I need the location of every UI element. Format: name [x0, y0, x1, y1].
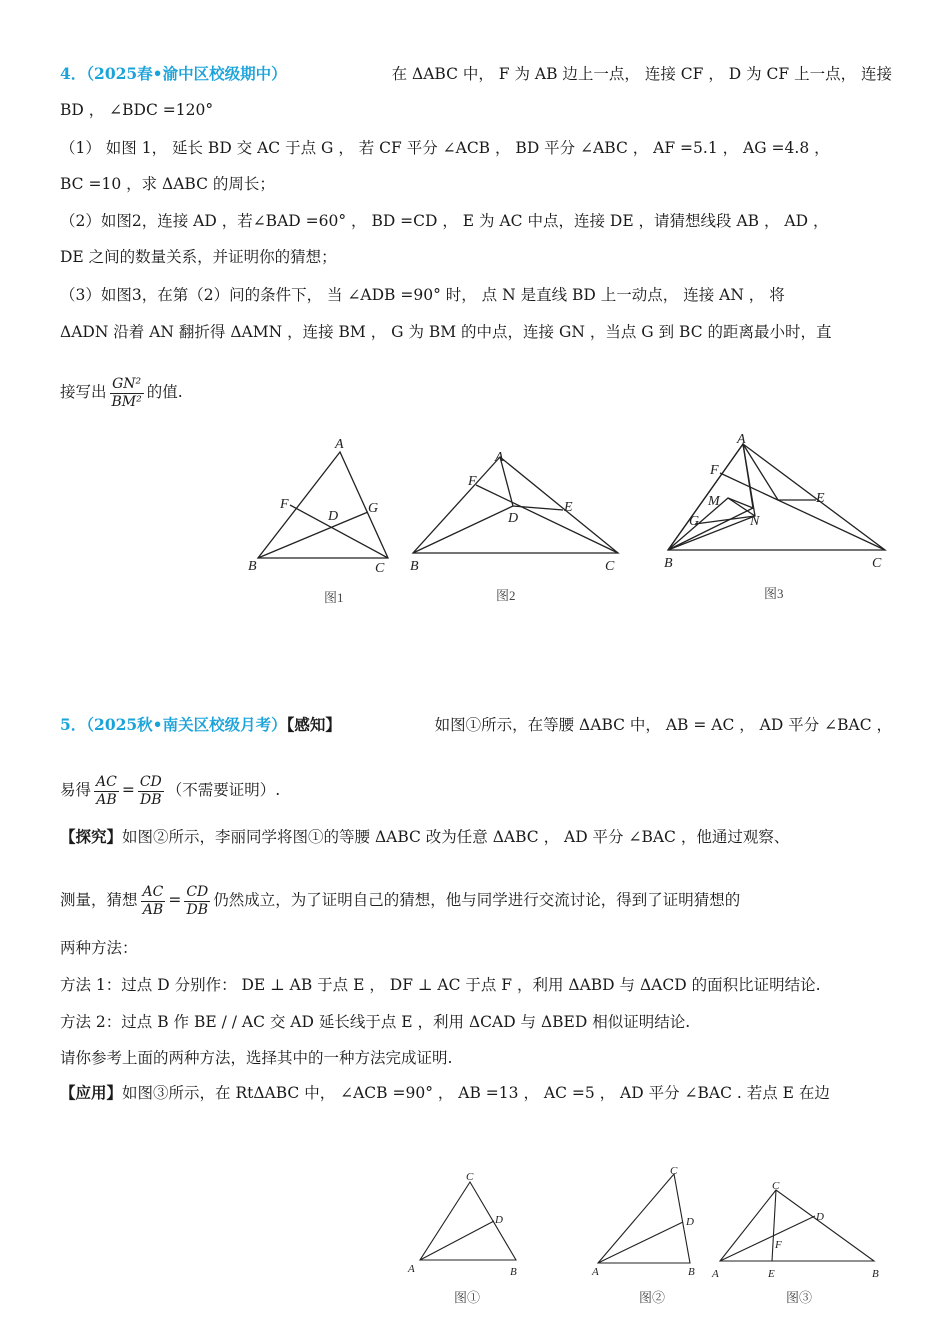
q4-fig3-label-e: E — [816, 491, 825, 506]
q4-fig3-label-g: G — [689, 514, 700, 529]
q5-fig3-label-e: E — [768, 1268, 775, 1280]
q4-fig2-label-e: E — [564, 500, 573, 515]
q4-fig1-label-c: C — [375, 561, 385, 576]
q5-fig3-label-a: A — [712, 1268, 719, 1280]
q4-fraction — [110, 376, 144, 411]
q4-fig3-label-n: N — [750, 514, 760, 529]
q4-part3-c-pre: 接写出 — [60, 383, 107, 401]
q5-fraction2-num: CD — [139, 773, 162, 790]
q4-fig1-label-f: F — [280, 497, 289, 512]
q5-method-2: 方法 2：过点 B 作 BE / / AC 交 AD 延长线于点 E ，利用 ΔCAD 与 ΔBED 相似证明结论. — [60, 1013, 691, 1031]
q5-figures — [400, 1160, 900, 1310]
q4-figures — [240, 430, 900, 620]
q4-fig1-label-b: B — [248, 559, 257, 574]
q5-fig3-label-b: B — [872, 1268, 879, 1280]
q5-measure-line — [60, 880, 892, 920]
q5-measure-fraction-ac-ab — [141, 884, 166, 919]
q4-fig3-label-a: A — [737, 432, 746, 447]
q5-choose: 请你参考上面的两种方法，选择其中的一种方法完成证明. — [60, 1049, 453, 1067]
q4-fig3-segment-bd — [668, 508, 753, 550]
q4-stem-b: BD ， ∠BDC =120° — [60, 101, 214, 119]
q5-caption-fig2: 图② — [639, 1290, 666, 1305]
q5-fig1-label-d: D — [495, 1214, 503, 1226]
q4-caption-fig2: 图2 — [496, 588, 516, 603]
q5-measure-fraction2-num: CD — [186, 883, 209, 900]
q5-measure-fraction2-den: DB — [186, 901, 209, 918]
q4-fig2-label-b: B — [410, 559, 419, 574]
q5-measure-fraction-cd-db — [184, 884, 210, 919]
q4-part3-c-post: 的值. — [146, 383, 183, 401]
q4-fig2-label-c: C — [605, 559, 615, 574]
q4-fig2-label-d: D — [508, 511, 519, 526]
q4-fig2-label-f: F — [468, 474, 477, 489]
q5-fig3-label-d: D — [816, 1211, 824, 1223]
q4-caption-fig1: 图1 — [324, 590, 344, 605]
q5-measure-pre: 测量，猜想 — [60, 891, 138, 909]
q4-fig1-segment-bg — [258, 512, 368, 558]
q5-fig2-triangle — [598, 1174, 690, 1263]
q4-fig3-label-f: F — [710, 463, 719, 478]
q4-fig3-label-b: B — [664, 556, 673, 571]
q4-part1-b: BC =10 ，求 ΔABC 的周长； — [60, 175, 275, 193]
q5-easy-post: （不需要证明）. — [166, 781, 281, 799]
q5-measure-fraction1-num: AC — [142, 883, 164, 900]
q5-fig2-label-a: A — [592, 1266, 599, 1278]
q5-fig3-label-f: F — [775, 1239, 782, 1251]
q4-part3-b: ΔADN 沿着 AN 翻折得 ΔAMN ，连接 BM ， G 为 BM 的中点，连接 GN ，当点 G 到 BC 的距离最小时，直 — [60, 323, 832, 341]
q5-apply-label: 【应用】 — [60, 1083, 123, 1102]
q5-fig1-label-b: B — [510, 1266, 517, 1278]
q5-explore-line — [60, 826, 892, 848]
q5-method-1: 方法 1：过点 D 分别作： DE ⊥ AB 于点 E ， DF ⊥ AC 于点 F ，利用 ΔABD 与 ΔACD 的面积比证明结论. — [60, 976, 821, 994]
q5-fig2-label-c: C — [670, 1165, 678, 1177]
q5-explore: 如图②所示，李丽同学将图①的等腰 ΔABC 改为任意 ΔABC ， AD 平分 ∠BAC ，他通过观察、 — [122, 828, 790, 846]
q4-stem-a: 在 ΔABC 中， F 为 AB 边上一点， 连接 CF ， D 为 CF 上一点， 连接 — [391, 65, 892, 83]
q5-fig3-label-c: C — [772, 1180, 780, 1192]
q5-fraction1-den: AB — [96, 791, 117, 808]
q4-fig3-label-m: M — [708, 494, 720, 509]
q5-fig2-segment-ad — [598, 1222, 683, 1263]
q5-fig1-label-a: A — [408, 1263, 415, 1275]
q5-two-methods: 两种方法： — [60, 939, 138, 957]
q5-fraction-cd-db — [138, 774, 164, 809]
q5-easy-pre: 易得 — [60, 781, 92, 799]
q5-fig2-label-b: B — [688, 1266, 695, 1278]
q5-fig3-segment-ad — [720, 1216, 815, 1261]
q4-line-1 — [60, 63, 892, 85]
q4-part2-a: （2）如图2，连接 AD ，若∠BAD =60° ， BD =CD ， E 为 AC 中点，连接 DE ，请猜想线段 AB ， AD ， — [60, 212, 829, 230]
q5-measure-fraction1-den: AB — [142, 901, 164, 918]
q4-fig1-label-a: A — [335, 437, 344, 452]
q4-fraction-num: GN² — [110, 376, 144, 394]
q5-intro: 如图①所示，在等腰 ΔABC 中， AB = AC ， AD 平分 ∠BAC ， — [434, 716, 892, 734]
q5-equals: = — [121, 781, 135, 799]
q5-caption-fig1: 图① — [454, 1290, 481, 1305]
q5-measure-post: 仍然成立，为了证明自己的猜想，他与同学进行交流讨论，得到了证明猜想的 — [213, 891, 741, 909]
q4-fig2-label-a: A — [495, 450, 504, 465]
q4-fig1-label-d: D — [328, 509, 339, 524]
q4-part2-b: DE 之间的数量关系，并证明你的猜想； — [60, 248, 337, 266]
q5-apply: 如图③所示，在 RtΔABC 中， ∠ACB =90° ， AB =13 ， AC =5 ， AD 平分 ∠BAC . 若点 E 在边 — [122, 1084, 830, 1102]
q4-part3-a: （3）如图3，在第（2）问的条件下， 当 ∠ADB =90° 时， 点 N 是直线 BD 上一动点， 连接 AN ， 将 — [60, 286, 785, 304]
q4-caption-fig3: 图3 — [764, 586, 784, 601]
q5-easy-line — [60, 770, 892, 810]
q5-number: 5． — [60, 715, 87, 734]
q4-fraction-den: BM² — [111, 393, 142, 410]
q5-line-1 — [60, 714, 892, 736]
q5-fraction-ac-ab — [94, 774, 119, 809]
q5-apply-line — [60, 1082, 892, 1104]
q5-caption-fig3: 图③ — [786, 1290, 813, 1305]
q4-fig1-label-g: G — [368, 501, 379, 516]
q5-fraction2-den: DB — [140, 791, 162, 808]
q4-part1-a: （1） 如图 1， 延长 BD 交 AC 于点 G ， 若 CF 平分 ∠ACB ， BD 平分 ∠ABC ， AF =5.1 ， AG =4.8 ， — [60, 139, 830, 157]
q4-fig3-label-c: C — [872, 556, 882, 571]
q5-fig2-label-d: D — [686, 1216, 694, 1228]
q4-fig2-segment-bd — [413, 506, 513, 553]
q5-fig1-segment-ad — [420, 1221, 494, 1260]
q5-fig1-label-c: C — [466, 1171, 474, 1183]
q4-part3-c — [60, 372, 892, 412]
q4-number: 4． — [60, 64, 87, 83]
q5-fraction1-num: AC — [96, 773, 117, 790]
q5-source: （2025秋•南关区校级月考） — [86, 715, 287, 734]
q5-explore-label: 【探究】 — [60, 827, 123, 846]
q4-source: （2025春•渝中区校级期中） — [86, 64, 287, 83]
q5-measure-equals: = — [168, 891, 182, 909]
q5-perception-label: 【感知】 — [286, 715, 341, 734]
